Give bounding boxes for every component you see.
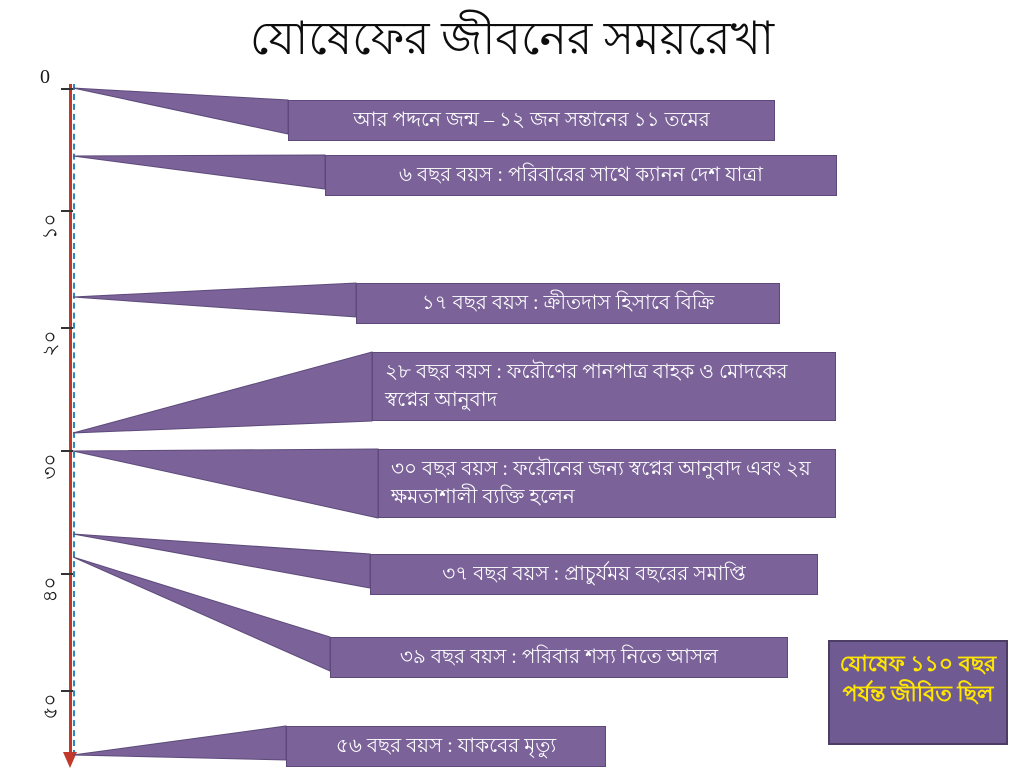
axis-tick (61, 690, 73, 692)
event-leader-line (73, 726, 286, 760)
axis-tick (61, 210, 73, 212)
axis-tick (61, 88, 73, 90)
timeline-event-box: ২৮ বছর বয়স : ফরৌণের পানপাত্র বাহক ও মোদকের স্বপ্নের আনুবাদ (372, 352, 836, 421)
event-leader-line (73, 557, 330, 671)
timeline-event-box: ৩৯ বছর বয়স : পরিবার শস্য নিতে আসল (330, 637, 788, 678)
page-title: যোষেফের জীবনের সময়রেখা (249, 13, 775, 64)
lifespan-note: যোষেফ ১১০ বছর পর্যন্ত জীবিত ছিল (828, 640, 1008, 745)
event-leader-line (73, 155, 325, 189)
event-leader-line (73, 283, 356, 317)
timeline-event-box: ৩৭ বছর বয়স : প্রাচুর্যময় বছরের সমাপ্তি (370, 554, 818, 595)
timeline-event-box: ৬ বছর বয়স : পরিবারের সাথে ক্যানন দেশ যাত্রা (325, 155, 837, 196)
timeline-event-box: আর পদ্দনে জন্ম – ১২ জন সন্তানের ১১ তমের (288, 100, 775, 141)
axis-tick-label: ৫০ (39, 693, 62, 720)
axis-tick (61, 327, 73, 329)
axis-tick-label: ৪০ (39, 576, 62, 603)
timeline-arrow-icon (63, 752, 77, 768)
axis-tick-label: ২০ (39, 330, 62, 357)
axis-tick (61, 450, 73, 452)
axis-tick-label: ১০ (39, 213, 62, 240)
timeline-event-box: ৩০ বছর বয়স : ফরৌনের জন্য স্বপ্নের আনুবাদ এবং ২য় ক্ষমতাশালী ব্যক্তি হলেন (378, 449, 836, 518)
axis-tick (61, 573, 73, 575)
axis-tick-label: 0 (40, 66, 50, 88)
timeline-axis-line (69, 84, 72, 760)
event-leader-line (73, 88, 288, 134)
timeline-axis-dashed (73, 84, 75, 756)
timeline-event-box: ১৭ বছর বয়স : ক্রীতদাস হিসাবে বিক্রি (356, 283, 780, 324)
event-leader-line (73, 534, 370, 588)
timeline-event-box: ৫৬ বছর বয়স : যাকবের মৃত্যু (286, 726, 606, 767)
axis-tick-label: ৩০ (39, 453, 62, 480)
event-leader-line (73, 352, 372, 433)
event-leader-line (73, 449, 378, 518)
